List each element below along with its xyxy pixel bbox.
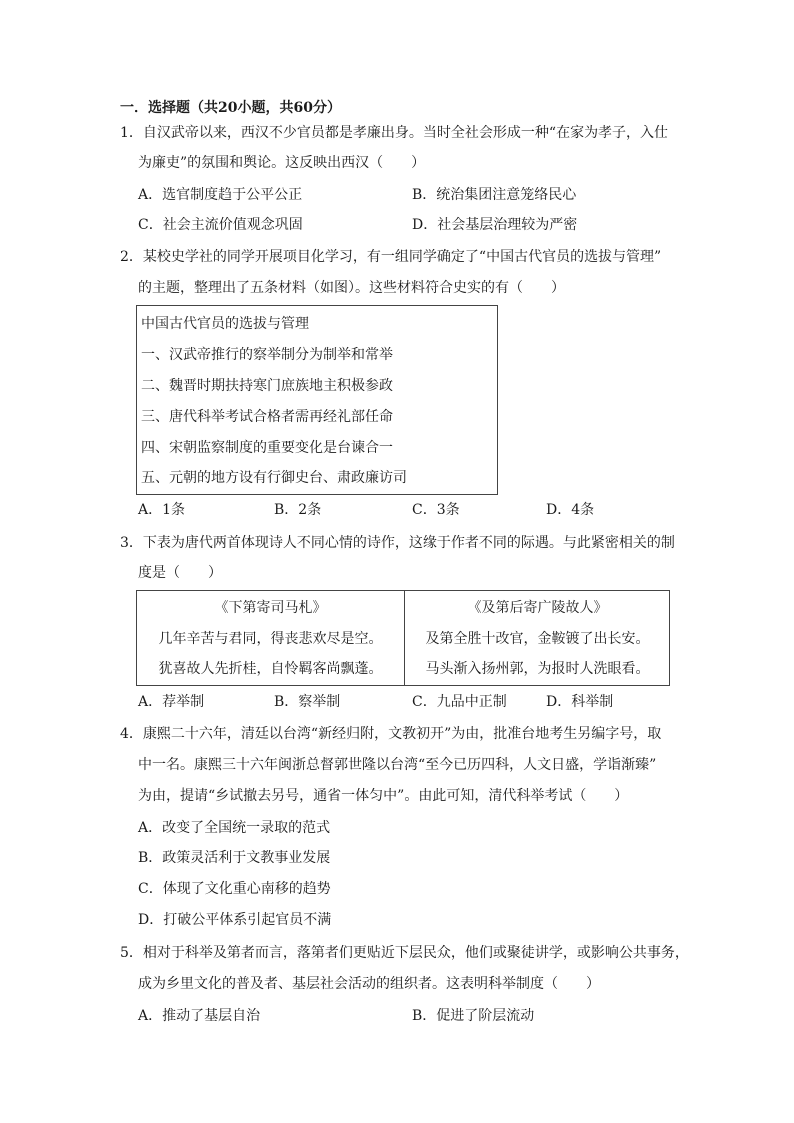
q1-option-d: D．社会基层治理较为严密 [412, 217, 578, 233]
q3-option-a: A．荐举制 [138, 694, 205, 710]
q2-stem-line1: 2．某校史学社的同学开展项目化学习，有一组同学确定了“中国古代官员的选拔与管理” [120, 249, 662, 265]
q5-stem-line1: 5．相对于科举及第者而言，落第者们更贴近下层民众，他们或聚徒讲学，或影响公共事务， [120, 945, 689, 961]
q1-option-b: B．统治集团注意笼络民心 [412, 187, 577, 203]
q1-stem-line1: 1．自汉武帝以来，西汉不少官员都是孝廉出身。当时全社会形成一种“在家为孝子，入仕 [120, 125, 669, 141]
q3-poem-1-line-2: 犹喜故人先折桂，自怜羁客尚飘蓬。 [158, 661, 383, 677]
q3-option-b: B．察举制 [274, 694, 341, 710]
section-title: 一．选择题（共20小题，共60分） [120, 100, 341, 116]
q4-option-d: D．打破公平体系引起官员不满 [138, 912, 332, 928]
q3-poem-2-line-2: 马头渐入扬州郭，为报时人洗眼看。 [425, 661, 650, 677]
q4-option-c: C．体现了文化重心南移的趋势 [138, 881, 331, 897]
q3-stem-line1: 3．下表为唐代两首体现诗人不同心情的诗作，这缘于作者不同的际遇。与此紧密相关的制 [120, 535, 675, 551]
q2-stem-line2: 的主题，整理出了五条材料（如图）。这些材料符合史实的有（ ） [138, 280, 565, 296]
q2-option-c: C．3条 [412, 502, 460, 518]
q4-stem-line1: 4．康熙二十六年，清廷以台湾“新经归附，文教初开”为由，批准台地考生另编字号，取 [120, 726, 662, 742]
q2-material-title: 中国古代官员的选拔与管理 [141, 316, 309, 332]
q4-option-b: B．政策灵活利于文教事业发展 [138, 850, 331, 866]
q3-option-c: C．九品中正制 [412, 694, 507, 710]
q1-option-c: C．社会主流价值观念巩固 [138, 217, 303, 233]
q5-option-b: B．促进了阶层流动 [412, 1008, 535, 1024]
q2-material-item-4: 四、宋朝监察制度的重要变化是台谏合一 [141, 440, 393, 456]
q3-poem-table [136, 590, 670, 686]
q3-poem-2 [404, 591, 670, 685]
q2-option-b: B．2条 [274, 502, 322, 518]
q4-stem-line3: 为由，提请“乡试撤去另号，通省一体匀中”。由此可知，清代科举考试（ ） [138, 788, 629, 804]
q3-stem-line2: 度是（ ） [138, 565, 222, 581]
q3-poem-2-line-1: 及第全胜十改官，金鞍镀了出长安。 [425, 631, 650, 647]
q5-stem-line2: 成为乡里文化的普及者、基层社会活动的组织者。这表明科举制度（ ） [138, 976, 600, 992]
q2-option-a: A．1条 [138, 502, 186, 518]
q5-option-a: A．推动了基层自治 [138, 1008, 261, 1024]
q3-poem-1 [137, 591, 404, 685]
q2-material-item-5: 五、元朝的地方设有行御史台、肃政廉访司 [141, 470, 407, 486]
q3-poem-1-title: 《下第寄司马札》 [214, 600, 327, 616]
q4-option-a: A．改变了全国统一录取的范式 [138, 820, 331, 836]
q4-stem-line2: 中一名。康熙三十六年闽浙总督郭世隆以台湾“至今已历四科，人文日盛，学诣渐臻” [138, 757, 657, 773]
q2-material-item-2: 二、魏晋时期扶持寒门庶族地主积极参政 [141, 378, 393, 394]
q2-material-item-3: 三、唐代科举考试合格者需再经礼部任命 [141, 409, 393, 425]
q1-option-a: A．选官制度趋于公平公正 [138, 187, 303, 203]
q2-material-box [136, 305, 498, 495]
q3-poem-1-line-1: 几年辛苦与君同，得丧悲欢尽是空。 [158, 631, 383, 647]
q3-option-d: D．科举制 [546, 694, 614, 710]
q2-material-item-1: 一、汉武帝推行的察举制分为制举和常举 [141, 347, 393, 363]
q3-poem-2-title: 《及第后寄广陵故人》 [467, 600, 608, 616]
q2-option-d: D．4条 [546, 502, 595, 518]
q1-stem-line2: 为廉吏”的氛围和舆论。这反映出西汉（ ） [138, 155, 426, 171]
